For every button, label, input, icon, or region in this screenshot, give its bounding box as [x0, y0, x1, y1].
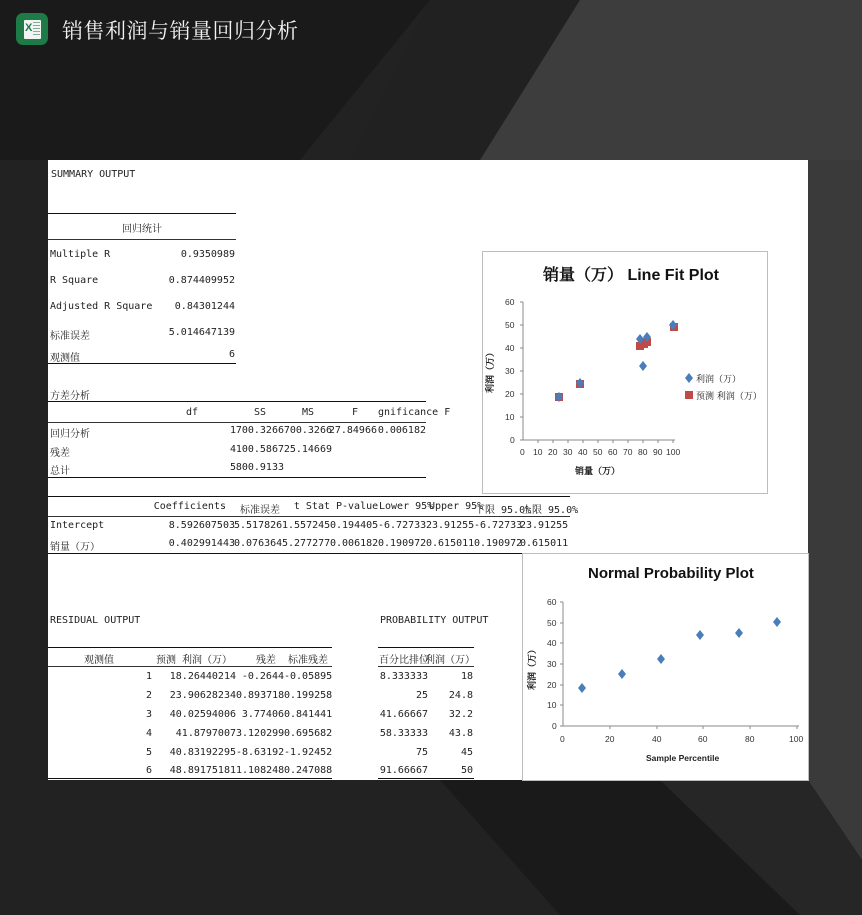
series-predicted [555, 323, 678, 401]
residual-resid: 3.77406 [241, 709, 284, 720]
coef-cell: 0.402991443 [168, 538, 235, 549]
residual-col-resid: 残差 [256, 655, 276, 666]
stat-label: R Square [50, 275, 99, 286]
residual-obs: 4 [145, 728, 152, 739]
divider [378, 647, 474, 648]
probability-val: 18 [460, 671, 473, 682]
coef-cell: 0.190972 [378, 538, 427, 549]
x-tick: 100 [789, 734, 804, 744]
chart-title: Normal Probability Plot [588, 565, 754, 582]
x-tick: 90 [653, 447, 663, 457]
line-fit-plot-chart[interactable] [482, 251, 768, 494]
probability-pct: 75 [415, 747, 428, 758]
x-tick: 100 [666, 447, 681, 457]
x-tick: 60 [698, 734, 708, 744]
coef-cell: 0.076364 [234, 538, 283, 549]
x-tick: 10 [533, 447, 543, 457]
x-tick: 80 [745, 734, 755, 744]
y-axis-label: 利润（万） [485, 347, 496, 394]
normal-probability-plot-chart[interactable] [522, 553, 809, 781]
legend-actual: 利润（万） [696, 375, 742, 385]
residual-obs: 5 [145, 747, 152, 758]
x-tick: 40 [652, 734, 662, 744]
x-tick: 80 [638, 447, 648, 457]
divider [48, 553, 570, 554]
stat-value: 0.874409952 [168, 275, 235, 286]
probability-pct: 8.333333 [379, 671, 428, 682]
y-tick: 20 [547, 680, 557, 690]
probability-pct: 58.33333 [379, 728, 428, 739]
probability-val: 43.8 [448, 728, 473, 739]
probability-pct: 91.66667 [379, 765, 428, 776]
coef-cell: 0.190972 [474, 538, 523, 549]
stat-label: 观测值 [50, 353, 80, 364]
probability-pct: 25 [415, 690, 428, 701]
y-tick: 10 [547, 700, 557, 710]
divider [378, 666, 474, 667]
y-tick: 40 [547, 638, 557, 648]
coef-cell: 5.277277 [282, 538, 331, 549]
x-axis-label: 销量（万） [575, 466, 621, 476]
anova-row-label: 总计 [50, 466, 70, 477]
divider [48, 363, 236, 364]
coef-cell: 1.557245 [282, 520, 331, 531]
y-tick: 50 [505, 320, 515, 330]
residual-std: 0.695682 [284, 728, 333, 739]
x-tick: 70 [623, 447, 633, 457]
anova-cell: 4 [229, 444, 236, 455]
anova-cell: 5 [229, 462, 236, 473]
divider [378, 778, 474, 779]
page-title: 销售利润与销量回归分析 [62, 19, 299, 43]
residual-resid: 0.893718 [236, 690, 285, 701]
anova-cell: 700.3266 [235, 425, 284, 436]
x-tick: 60 [608, 447, 618, 457]
coef-row-label: Intercept [50, 520, 105, 531]
coef-col: t Stat [293, 501, 330, 512]
x-tick: 0 [560, 734, 565, 744]
y-tick: 0 [510, 435, 515, 445]
residual-resid: -8.63192 [236, 747, 285, 758]
divider [48, 401, 426, 402]
residual-pred: 23.90628234 [169, 690, 236, 701]
residual-obs: 1 [145, 671, 152, 682]
y-tick: 60 [547, 597, 557, 607]
probability-heading: PROBABILITY OUTPUT [380, 615, 489, 626]
residual-col-pred: 预测 利润（万） [156, 655, 233, 666]
residual-col-std: 标准残差 [288, 655, 328, 666]
coef-col: 上限 95.0% [522, 505, 579, 516]
y-tick: 60 [505, 297, 515, 307]
legend-predicted: 预测 利润（万） [696, 392, 762, 402]
anova-col-ss: SS [253, 407, 266, 418]
probability-col-val: 利润（万） [425, 655, 475, 666]
coef-col: Coefficients [153, 501, 226, 512]
y-tick: 30 [547, 659, 557, 669]
y-tick: 30 [505, 366, 515, 376]
stat-value: 0.9350989 [180, 249, 235, 260]
stat-label: Adjusted R Square [50, 301, 153, 312]
residual-std: 0.247088 [284, 765, 333, 776]
x-tick: 50 [593, 447, 603, 457]
residual-pred: 48.89175181 [169, 765, 236, 776]
x-axis-label: Sample Percentile [646, 753, 720, 763]
probability-val: 50 [460, 765, 473, 776]
y-tick: 0 [552, 721, 557, 731]
divider [48, 778, 332, 779]
coef-col: 下限 95.0% [475, 505, 532, 516]
regression-stats-title: 回归统计 [122, 224, 162, 235]
normal-probability-plot-area [523, 554, 808, 780]
coef-cell: 0.194405 [330, 520, 379, 531]
residual-resid: 3.120299 [236, 728, 285, 739]
y-tick: 20 [505, 389, 515, 399]
residual-obs: 3 [145, 709, 152, 720]
x-tick: 30 [563, 447, 573, 457]
anova-col-f: F [351, 407, 358, 418]
anova-cell: 27.84966 [328, 425, 377, 436]
legend-diamond-icon [685, 373, 693, 383]
y-tick: 50 [547, 618, 557, 628]
anova-col-ms: MS [301, 407, 314, 418]
coef-cell: 0.615011 [520, 538, 569, 549]
summary-heading: SUMMARY OUTPUT [51, 169, 136, 180]
coef-col: P-value [336, 501, 379, 512]
divider [48, 647, 332, 648]
residual-std: 0.199258 [284, 690, 333, 701]
anova-col-significance: gnificance F [378, 407, 451, 418]
legend-square-icon [685, 391, 693, 399]
coef-col: Lower 95% [379, 501, 434, 512]
residual-pred: 40.02594006 [169, 709, 236, 720]
coef-col: Upper 95% [429, 501, 484, 512]
coef-cell: 0.006182 [330, 538, 379, 549]
divider [48, 666, 332, 667]
series-actual [578, 617, 781, 693]
anova-cell: 100.5867 [235, 444, 284, 455]
residual-pred: 18.26440214 [169, 671, 236, 682]
residual-std: -1.92452 [284, 747, 333, 758]
coef-cell: 0.615011 [426, 538, 475, 549]
excel-icon: X [16, 13, 48, 45]
residual-resid: -0.2644 [241, 671, 284, 682]
y-axis-label: 利润（万） [527, 644, 538, 691]
stat-label: 标准误差 [50, 331, 90, 342]
divider [48, 477, 426, 478]
residual-pred: 40.83192295 [169, 747, 236, 758]
stat-value: 6 [228, 349, 235, 360]
spreadsheet-area [48, 160, 808, 780]
x-tick: 20 [605, 734, 615, 744]
divider [48, 239, 236, 240]
coef-row-label: 销量（万） [50, 542, 100, 553]
coef-cell: -6.72733 [378, 520, 427, 531]
residual-obs: 2 [145, 690, 152, 701]
residual-heading: RESIDUAL OUTPUT [50, 615, 141, 626]
x-tick: 0 [520, 447, 525, 457]
probability-val: 24.8 [448, 690, 473, 701]
probability-val: 32.2 [448, 709, 473, 720]
divider [48, 422, 426, 423]
divider [48, 496, 570, 497]
header-bar [0, 0, 862, 60]
anova-heading: 方差分析 [50, 391, 90, 402]
residual-std: 0.841441 [284, 709, 333, 720]
residual-resid: 1.108248 [236, 765, 285, 776]
residual-obs: 6 [145, 765, 152, 776]
coef-cell: 23.91255 [520, 520, 569, 531]
anova-row-label: 残差 [50, 448, 70, 459]
chart-title: 销量（万） Line Fit Plot [543, 267, 719, 284]
coef-cell: -6.72733 [474, 520, 523, 531]
residual-std: -0.05895 [284, 671, 333, 682]
anova-col-df: df [185, 407, 198, 418]
coef-cell: 8.592607503 [168, 520, 235, 531]
coef-cell: 23.91255 [426, 520, 475, 531]
y-tick: 40 [505, 343, 515, 353]
divider [48, 516, 570, 517]
anova-cell: 25.14669 [283, 444, 332, 455]
anova-cell: 800.9133 [235, 462, 284, 473]
anova-cell: 0.006182 [377, 425, 426, 436]
divider [48, 213, 236, 214]
probability-pct: 41.66667 [379, 709, 428, 720]
probability-val: 45 [460, 747, 473, 758]
x-tick: 40 [578, 447, 588, 457]
anova-cell: 1 [229, 425, 236, 436]
stat-value: 0.84301244 [174, 301, 235, 312]
x-tick: 20 [548, 447, 558, 457]
coef-cell: 5.517826 [234, 520, 283, 531]
y-tick: 10 [505, 412, 515, 422]
stat-value: 5.014647139 [168, 327, 235, 338]
residual-col-obs: 观测值 [84, 655, 114, 666]
stat-label: Multiple R [50, 249, 111, 260]
probability-col-pct: 百分比排位 [379, 655, 429, 666]
anova-cell: 700.3266 [283, 425, 332, 436]
anova-row-label: 回归分析 [50, 429, 90, 440]
series-actual [555, 320, 677, 402]
coef-col: 标准误差 [240, 505, 280, 516]
residual-pred: 41.8797007 [175, 728, 236, 739]
